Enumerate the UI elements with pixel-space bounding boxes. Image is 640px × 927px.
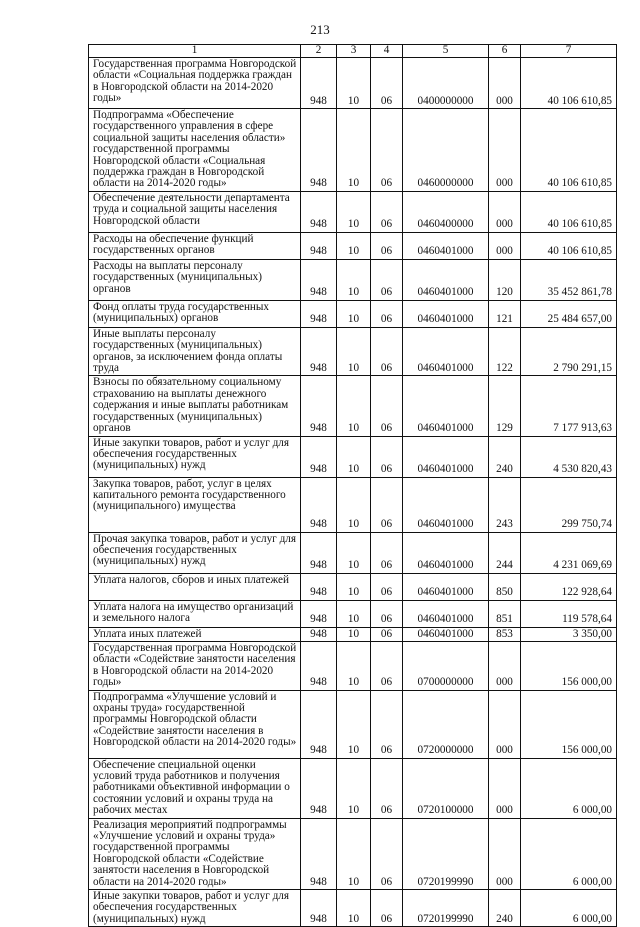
code-ministry: 948	[301, 109, 337, 192]
row-description: Взносы по обязательному социальному страхованию на выплаты денежного содержания и иные выплаты работникам государственных (муниципальных) органов	[89, 376, 301, 436]
code-subsection: 06	[371, 109, 403, 192]
code-ministry: 948	[301, 58, 337, 109]
table-row	[89, 109, 617, 192]
amount: 299 750,74	[521, 477, 617, 532]
col-header-4: 4	[371, 45, 403, 58]
code-subsection: 06	[371, 758, 403, 818]
code-target: 0720199990	[403, 818, 489, 889]
code-ministry: 948	[301, 259, 337, 300]
code-ministry: 948	[301, 436, 337, 477]
code-subsection: 06	[371, 690, 403, 758]
row-description: Реализация мероприятий подпрограммы «Улучшение условий и охраны труда» государственной программы Новгородской области «Содействие занятости населения в Новгородской области на 2014-2020 годы»	[89, 818, 301, 889]
code-subsection: 06	[371, 532, 403, 573]
code-expense-type: 129	[489, 376, 521, 436]
row-description: Подпрограмма «Обеспечение государственного управления в сфере социальной защиты населения области» государственной программы Новгородской области «Социальная поддержка граждан в Новгородской области на 2014-2020 годы»	[89, 109, 301, 192]
code-section: 10	[337, 627, 371, 641]
row-description: Иные выплаты персоналу государственных (муниципальных) органов, за исключением фонда оплаты труда	[89, 327, 301, 376]
amount: 122 928,64	[521, 573, 617, 600]
table-row	[89, 436, 617, 477]
code-subsection: 06	[371, 300, 403, 327]
code-target: 0720100000	[403, 758, 489, 818]
code-ministry: 948	[301, 300, 337, 327]
code-expense-type: 000	[489, 818, 521, 889]
code-expense-type: 000	[489, 690, 521, 758]
table-row	[89, 627, 617, 641]
row-description: Закупка товаров, работ, услуг в целях капитального ремонта государственного (муниципального) имущества	[89, 477, 301, 532]
code-expense-type: 121	[489, 300, 521, 327]
code-section: 10	[337, 818, 371, 889]
code-subsection: 06	[371, 232, 403, 259]
table-row	[89, 232, 617, 259]
table-row	[89, 300, 617, 327]
code-ministry: 948	[301, 477, 337, 532]
code-section: 10	[337, 690, 371, 758]
code-section: 10	[337, 327, 371, 376]
amount: 40 106 610,85	[521, 232, 617, 259]
table-row	[89, 477, 617, 532]
amount: 40 106 610,85	[521, 191, 617, 232]
code-target: 0460401000	[403, 436, 489, 477]
amount: 40 106 610,85	[521, 109, 617, 192]
table-row	[89, 818, 617, 889]
table-row	[89, 259, 617, 300]
table-row	[89, 690, 617, 758]
amount: 6 000,00	[521, 818, 617, 889]
code-target: 0460400000	[403, 191, 489, 232]
code-ministry: 948	[301, 600, 337, 627]
code-expense-type: 240	[489, 890, 521, 927]
code-section: 10	[337, 376, 371, 436]
code-subsection: 06	[371, 573, 403, 600]
code-target: 0400000000	[403, 58, 489, 109]
amount: 156 000,00	[521, 690, 617, 758]
amount: 156 000,00	[521, 641, 617, 690]
table-row	[89, 600, 617, 627]
code-subsection: 06	[371, 376, 403, 436]
code-expense-type: 000	[489, 641, 521, 690]
code-expense-type: 853	[489, 627, 521, 641]
row-description: Подпрограмма «Улучшение условий и охраны труда» государственной программы Новгородской области «Содействие занятости населения в Новгородской области на 2014-2020 годы»	[89, 690, 301, 758]
code-section: 10	[337, 232, 371, 259]
amount: 4 231 069,69	[521, 532, 617, 573]
table-row	[89, 573, 617, 600]
code-ministry: 948	[301, 232, 337, 259]
code-section: 10	[337, 641, 371, 690]
code-subsection: 06	[371, 600, 403, 627]
table-row	[89, 641, 617, 690]
code-subsection: 06	[371, 58, 403, 109]
code-section: 10	[337, 600, 371, 627]
table-row	[89, 327, 617, 376]
code-section: 10	[337, 532, 371, 573]
header-row	[89, 45, 617, 58]
row-description: Обеспечение деятельности департамента труда и социальной защиты населения Новгородской области	[89, 191, 301, 232]
col-header-3: 3	[337, 45, 371, 58]
code-ministry: 948	[301, 641, 337, 690]
col-header-2: 2	[301, 45, 337, 58]
code-expense-type: 000	[489, 232, 521, 259]
code-ministry: 948	[301, 758, 337, 818]
code-expense-type: 000	[489, 191, 521, 232]
row-description: Иные закупки товаров, работ и услуг для обеспечения государственных (муниципальных) нужд	[89, 890, 301, 927]
code-section: 10	[337, 758, 371, 818]
code-target: 0460401000	[403, 259, 489, 300]
row-description: Уплата иных платежей	[89, 627, 301, 641]
code-expense-type: 850	[489, 573, 521, 600]
page-number: 213	[310, 22, 330, 37]
code-target: 0460401000	[403, 232, 489, 259]
table-row	[89, 758, 617, 818]
code-subsection: 06	[371, 641, 403, 690]
code-subsection: 06	[371, 818, 403, 889]
code-subsection: 06	[371, 890, 403, 927]
code-section: 10	[337, 259, 371, 300]
code-ministry: 948	[301, 690, 337, 758]
row-description: Прочая закупка товаров, работ и услуг для обеспечения государственных (муниципальных) нужд	[89, 532, 301, 573]
amount: 6 000,00	[521, 890, 617, 927]
code-target: 0460401000	[403, 327, 489, 376]
code-expense-type: 122	[489, 327, 521, 376]
code-expense-type: 243	[489, 477, 521, 532]
amount: 3 350,00	[521, 627, 617, 641]
code-ministry: 948	[301, 532, 337, 573]
code-section: 10	[337, 191, 371, 232]
table-row	[89, 58, 617, 109]
amount: 40 106 610,85	[521, 58, 617, 109]
row-description: Уплата налогов, сборов и иных платежей	[89, 573, 301, 600]
code-subsection: 06	[371, 627, 403, 641]
code-section: 10	[337, 109, 371, 192]
code-expense-type: 000	[489, 109, 521, 192]
code-ministry: 948	[301, 327, 337, 376]
row-description: Государственная программа Новгородской области «Содействие занятости населения в Новгородской области на 2014-2020 годы»	[89, 641, 301, 690]
code-subsection: 06	[371, 191, 403, 232]
table-row	[89, 376, 617, 436]
code-expense-type: 240	[489, 436, 521, 477]
amount: 4 530 820,43	[521, 436, 617, 477]
code-ministry: 948	[301, 573, 337, 600]
code-target: 0460401000	[403, 600, 489, 627]
code-target: 0460401000	[403, 532, 489, 573]
code-target: 0720000000	[403, 690, 489, 758]
code-expense-type: 120	[489, 259, 521, 300]
row-description: Обеспечение специальной оценки условий труда работников и получения работниками объективной информации о состоянии условий и охраны труда на рабочих местах	[89, 758, 301, 818]
code-subsection: 06	[371, 436, 403, 477]
col-header-1: 1	[89, 45, 301, 58]
code-target: 0460401000	[403, 376, 489, 436]
code-ministry: 948	[301, 376, 337, 436]
amount: 2 790 291,15	[521, 327, 617, 376]
code-target: 0460401000	[403, 627, 489, 641]
code-ministry: 948	[301, 818, 337, 889]
amount: 6 000,00	[521, 758, 617, 818]
code-target: 0460401000	[403, 573, 489, 600]
code-section: 10	[337, 573, 371, 600]
code-subsection: 06	[371, 259, 403, 300]
col-header-5: 5	[403, 45, 489, 58]
code-section: 10	[337, 58, 371, 109]
row-description: Расходы на выплаты персоналу государственных (муниципальных) органов	[89, 259, 301, 300]
code-expense-type: 000	[489, 58, 521, 109]
row-description: Государственная программа Новгородской области «Социальная поддержка граждан в Новгородской области на 2014-2020 годы»	[89, 58, 301, 109]
code-target: 0460000000	[403, 109, 489, 192]
row-description: Фонд оплаты труда государственных (муниципальных) органов	[89, 300, 301, 327]
amount: 35 452 861,78	[521, 259, 617, 300]
amount: 119 578,64	[521, 600, 617, 627]
code-expense-type: 000	[489, 758, 521, 818]
budget-table	[88, 44, 617, 927]
code-target: 0460401000	[403, 477, 489, 532]
code-expense-type: 244	[489, 532, 521, 573]
code-ministry: 948	[301, 191, 337, 232]
col-header-7: 7	[521, 45, 617, 58]
code-subsection: 06	[371, 327, 403, 376]
code-ministry: 948	[301, 627, 337, 641]
code-section: 10	[337, 890, 371, 927]
row-description: Уплата налога на имущество организаций и земельного налога	[89, 600, 301, 627]
code-section: 10	[337, 477, 371, 532]
row-description: Расходы на обеспечение функций государственных органов	[89, 232, 301, 259]
amount: 25 484 657,00	[521, 300, 617, 327]
table-row	[89, 890, 617, 927]
col-header-6: 6	[489, 45, 521, 58]
code-section: 10	[337, 300, 371, 327]
code-target: 0700000000	[403, 641, 489, 690]
row-description: Иные закупки товаров, работ и услуг для обеспечения государственных (муниципальных) нужд	[89, 436, 301, 477]
code-section: 10	[337, 436, 371, 477]
code-target: 0460401000	[403, 300, 489, 327]
code-ministry: 948	[301, 890, 337, 927]
amount: 7 177 913,63	[521, 376, 617, 436]
code-target: 0720199990	[403, 890, 489, 927]
code-subsection: 06	[371, 477, 403, 532]
table-row	[89, 532, 617, 573]
code-expense-type: 851	[489, 600, 521, 627]
table-row	[89, 191, 617, 232]
